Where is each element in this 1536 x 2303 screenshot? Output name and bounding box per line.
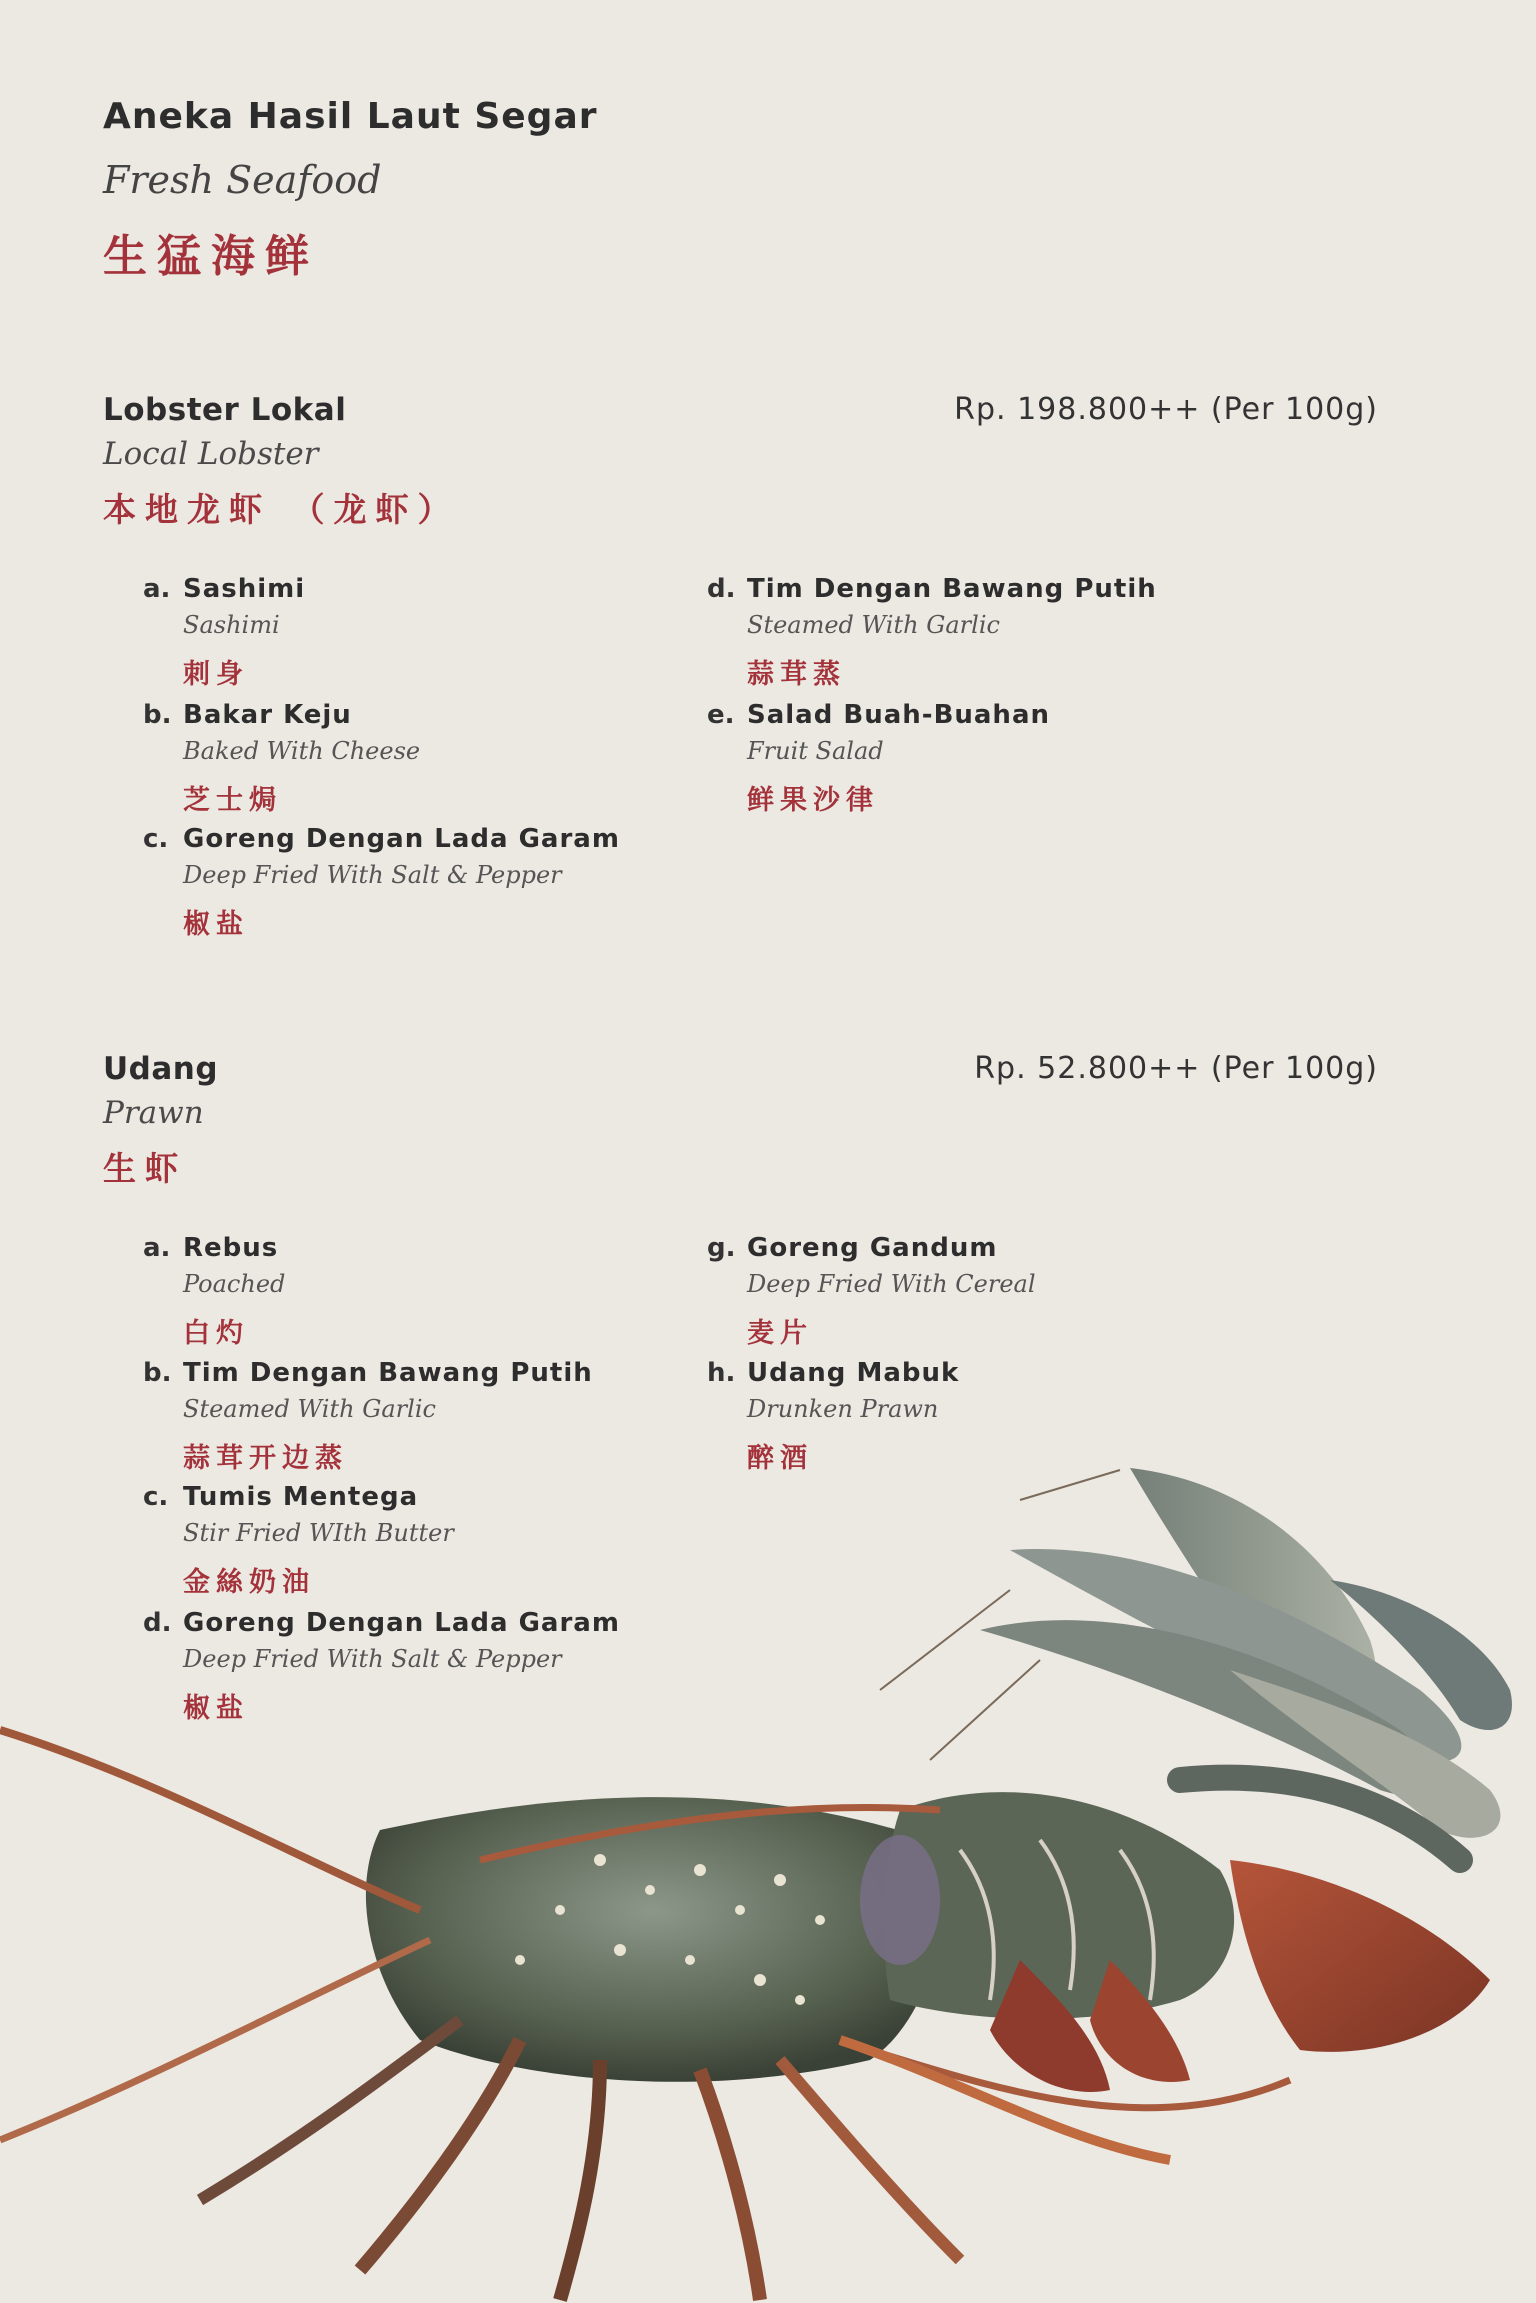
item-name: Goreng Dengan Lada Garam: [183, 1608, 620, 1638]
item-name: Udang Mabuk: [747, 1358, 960, 1388]
item-name: Tim Dengan Bawang Putih: [183, 1358, 593, 1388]
item-name: Sashimi: [183, 574, 306, 604]
item-chinese: 刺身: [183, 659, 249, 690]
item-letter: c.: [143, 1482, 169, 1512]
item-name: Tim Dengan Bawang Putih: [747, 574, 1157, 604]
item-english: Sashimi: [183, 611, 280, 639]
lobster-illustration: [0, 1730, 1490, 2300]
item-chinese: 蒜茸开边蒸: [183, 1443, 348, 1474]
item-english: Steamed With Garlic: [747, 611, 1000, 639]
item-chinese: 金絲奶油: [183, 1567, 315, 1598]
item-name: Salad Buah-Buahan: [747, 700, 1050, 730]
seafood-photo: [0, 1440, 1536, 2303]
item-name: Goreng Gandum: [747, 1233, 998, 1263]
item-name: Goreng Dengan Lada Garam: [183, 824, 620, 854]
item-chinese: 白灼: [183, 1318, 249, 1349]
item-letter: e.: [707, 700, 735, 730]
item-chinese: 椒盐: [183, 1693, 249, 1724]
item-letter: b.: [143, 700, 172, 730]
item-letter: b.: [143, 1358, 172, 1388]
page-title: Aneka Hasil Laut Segar: [103, 96, 598, 137]
item-chinese: 芝士焗: [183, 785, 282, 816]
page-subtitle: Fresh Seafood: [103, 158, 382, 202]
lobster-title: Lobster Lokal: [103, 392, 347, 428]
item-english: Poached: [183, 1270, 286, 1298]
page-chinese-title: 生猛海鲜: [103, 231, 319, 282]
item-name: Rebus: [183, 1233, 279, 1263]
item-letter: a.: [143, 1233, 171, 1263]
item-letter: a.: [143, 574, 171, 604]
item-english: Deep Fried With Salt & Pepper: [183, 861, 562, 889]
item-chinese: 椒盐: [183, 909, 249, 940]
prawn-price: Rp. 52.800++ (Per 100g): [974, 1051, 1378, 1086]
item-english: Steamed With Garlic: [183, 1395, 436, 1423]
item-letter: g.: [707, 1233, 736, 1263]
item-english: Baked With Cheese: [183, 737, 421, 765]
item-english: Stir Fried WIth Butter: [183, 1519, 454, 1547]
item-english: Fruit Salad: [747, 737, 884, 765]
item-letter: d.: [143, 1608, 172, 1638]
prawn-english: Prawn: [103, 1095, 204, 1131]
item-english: Drunken Prawn: [747, 1395, 939, 1423]
item-chinese: 醉酒: [747, 1443, 813, 1474]
item-letter: d.: [707, 574, 736, 604]
item-name: Bakar Keju: [183, 700, 352, 730]
lobster-chinese: 本地龙虾 （龙虾）: [103, 490, 460, 529]
lobster-english: Local Lobster: [103, 436, 319, 472]
item-english: Deep Fried With Salt & Pepper: [183, 1645, 562, 1673]
item-chinese: 蒜茸蒸: [747, 659, 846, 690]
item-chinese: 鲜果沙律: [747, 785, 879, 816]
item-name: Tumis Mentega: [183, 1482, 419, 1512]
item-english: Deep Fried With Cereal: [747, 1270, 1036, 1298]
lobster-price: Rp. 198.800++ (Per 100g): [954, 392, 1378, 427]
item-letter: c.: [143, 824, 169, 854]
prawn-title: Udang: [103, 1051, 219, 1087]
item-chinese: 麦片: [747, 1318, 813, 1349]
prawn-chinese: 生虾: [103, 1149, 187, 1188]
item-letter: h.: [707, 1358, 736, 1388]
